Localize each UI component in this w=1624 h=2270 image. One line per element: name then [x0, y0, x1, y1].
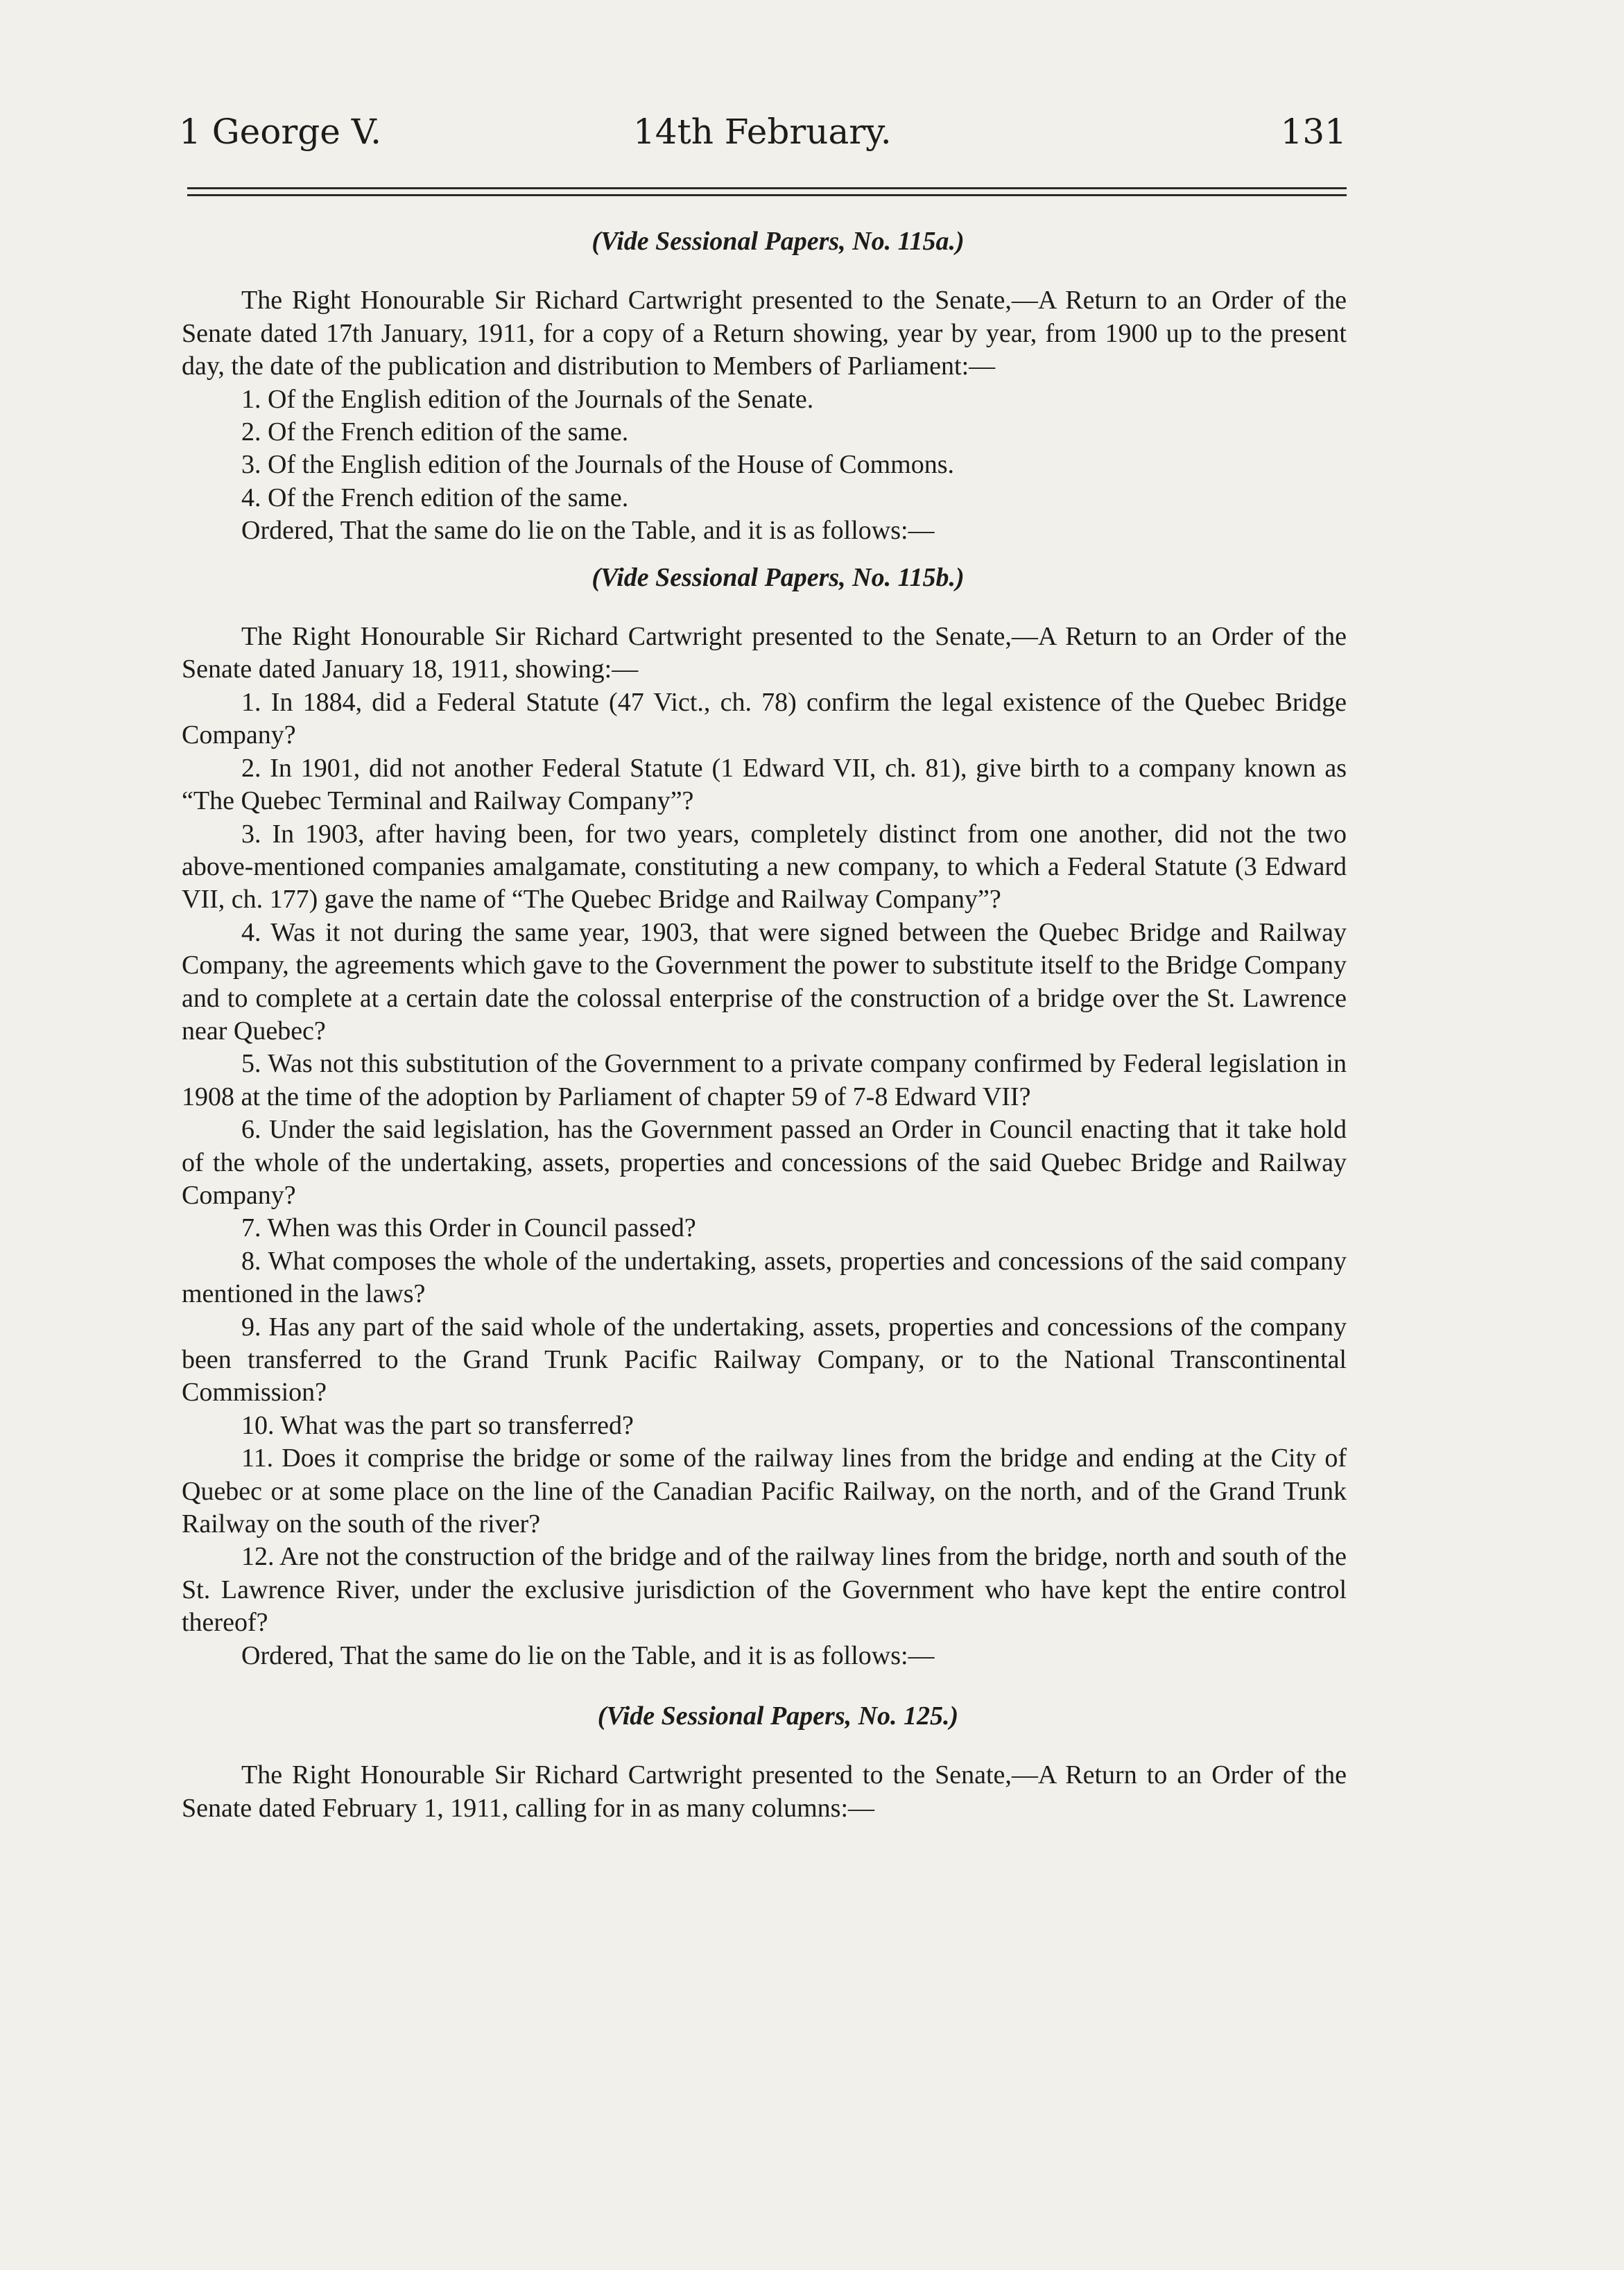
list-item: 4. Of the French edition of the same.	[241, 483, 629, 512]
list-item: 1. In 1884, did a Federal Statute (47 Vict., ch. 78) confirm the legal existence of the Quebec Bridge Company?	[182, 687, 1347, 750]
sessional-paper-reference: (Vide Sessional Papers, No. 125.)	[597, 1701, 959, 1731]
ordered-statement: Ordered, That the same do lie on the Table, and it is as follows:—	[241, 1640, 935, 1670]
running-header	[179, 104, 1347, 159]
list-item: 10. What was the part so transferred?	[241, 1410, 634, 1440]
header-date: 14th February.	[633, 112, 892, 152]
rule-line	[187, 194, 1347, 196]
list-item: 2. In 1901, did not another Federal Statute (1 Edward VII, ch. 81), give birth to a company known as “The Quebec Terminal and Railway Company”?	[182, 753, 1347, 816]
page-number: 131	[1280, 112, 1347, 152]
list-item: 5. Was not this substitution of the Government to a private company confirmed by Federal legislation in 1908 at the time of the adoption by Parliament of chapter 59 of 7-8 Edward VII?	[182, 1049, 1347, 1111]
sessional-paper-reference: (Vide Sessional Papers, No. 115a.)	[591, 227, 965, 256]
item-list	[182, 383, 1347, 515]
section-115b	[182, 562, 1347, 1672]
rule-line	[187, 187, 1347, 189]
sessional-paper-reference: (Vide Sessional Papers, No. 115b.)	[591, 562, 965, 592]
list-item: 9. Has any part of the said whole of the undertaking, assets, properties and concessions of the company been transferred to the Grand Trunk Pacific Railway Company, or to the National Transcontinental Commission?	[182, 1312, 1347, 1407]
list-item: 1. Of the English edition of the Journals of the Senate.	[241, 384, 814, 414]
section-125	[182, 1700, 1347, 1825]
list-item: 4. Was it not during the same year, 1903, that were signed between the Quebec Bridge and Railway Company, the agreements which gave to the Government the power to substitute itself to the Bridge Company and to complete at a certain date the colossal enterprise of the construction of a bridge over the St. Lawrence near Quebec?	[182, 917, 1347, 1046]
question-list	[182, 686, 1347, 1640]
list-item: 12. Are not the construction of the bridge and of the railway lines from the bridge, north and south of the St. Lawrence River, under the exclusive jurisdiction of the Government who have kept the entire control thereof?	[182, 1542, 1347, 1638]
section-intro: The Right Honourable Sir Richard Cartwright presented to the Senate,—A Return to an Order of the Senate dated January 18, 1911, showing:—	[182, 622, 1347, 684]
ordered-statement: Ordered, That the same do lie on the Table, and it is as follows:—	[241, 516, 935, 546]
section-intro: The Right Honourable Sir Richard Cartwright presented to the Senate,—A Return to an Order of the Senate dated 17th January, 1911, for a copy of a Return showing, year by year, from 1900 up to the present day, the date of the publication and distribution to Members of Parliament:—	[182, 286, 1347, 381]
list-item: 11. Does it comprise the bridge or some of the railway lines from the bridge and ending at the City of Quebec or at some place on the line of the Canadian Pacific Railway, on the north, and of the Grand Trunk Railway on the south of the river?	[182, 1444, 1347, 1539]
regnal-year: 1 George V.	[179, 112, 381, 152]
page-body	[182, 225, 1347, 1825]
section-intro: The Right Honourable Sir Richard Cartwright presented to the Senate,—A Return to an Order of the Senate dated February 1, 1911, calling for in as many columns:—	[182, 1760, 1347, 1823]
section-115a	[182, 225, 1347, 548]
list-item: 6. Under the said legislation, has the Government passed an Order in Council enacting that it take hold of the whole of the undertaking, assets, properties and concessions of the said Quebec Bridge and Railway Company?	[182, 1115, 1347, 1210]
list-item: 8. What composes the whole of the undertaking, assets, properties and concessions of the said company mentioned in the laws?	[182, 1246, 1347, 1309]
header-double-rule	[187, 187, 1347, 201]
list-item: 3. In 1903, after having been, for two years, completely distinct from one another, did not the two above-mentioned companies amalgamate, constituting a new company, to which a Federal Statute (3 Edward VII, ch. 177) gave the name of “The Quebec Bridge and Railway Company”?	[182, 819, 1347, 915]
list-item: 2. Of the French edition of the same.	[241, 417, 629, 447]
list-item: 3. Of the English edition of the Journals of the House of Commons.	[241, 450, 954, 480]
list-item: 7. When was this Order in Council passed?	[241, 1213, 696, 1243]
